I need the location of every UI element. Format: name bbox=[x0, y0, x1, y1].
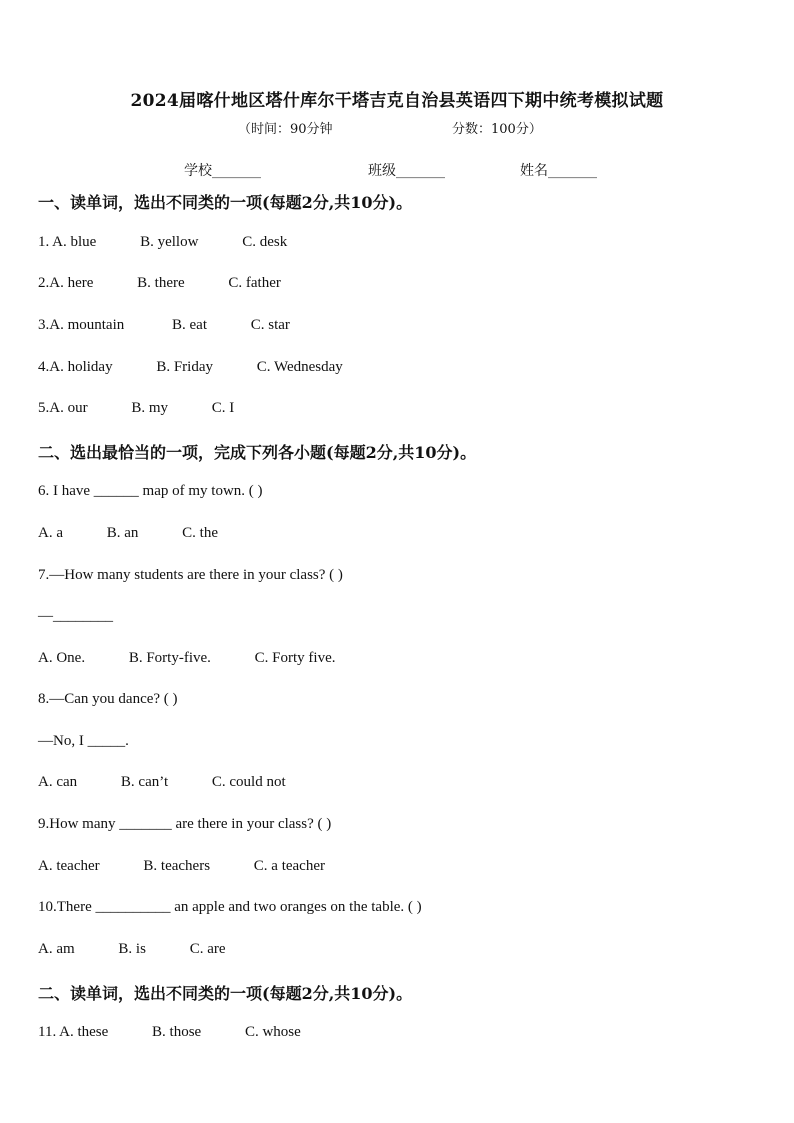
section-heading: 一、读单词，选出不同类的一项(每题2分,共10分)。 bbox=[38, 193, 413, 212]
option-a: 5.A. our bbox=[38, 400, 88, 416]
option-c: C. Wednesday bbox=[256, 359, 343, 375]
question-1 bbox=[38, 234, 287, 251]
option-a: 4.A. holiday bbox=[38, 359, 113, 375]
option-a: 1. A. blue bbox=[38, 234, 97, 250]
question-10-options bbox=[38, 941, 226, 958]
option-b: B. there bbox=[137, 275, 185, 291]
question-4 bbox=[38, 359, 343, 376]
question-2 bbox=[38, 275, 281, 292]
question-7-options bbox=[38, 650, 336, 667]
option-c: C. whose bbox=[244, 1024, 301, 1040]
question-8-options bbox=[38, 774, 286, 791]
option-c: C. the bbox=[182, 525, 219, 541]
option-b: B. those bbox=[152, 1024, 202, 1040]
option-c: C. could not bbox=[211, 774, 286, 790]
question-3 bbox=[38, 317, 290, 334]
school-field[interactable]: 学校_______ bbox=[184, 163, 261, 179]
option-b: B. an bbox=[106, 525, 139, 541]
question-9-stem: 9.How many _______ are there in your class? ( ) bbox=[38, 816, 332, 832]
option-c: C. Forty five. bbox=[254, 650, 336, 666]
option-a: A. a bbox=[38, 525, 63, 541]
option-a: A. can bbox=[38, 774, 78, 790]
option-b: B. Forty-five. bbox=[128, 650, 211, 666]
option-c: C. father bbox=[228, 275, 281, 291]
option-c: C. are bbox=[189, 941, 226, 957]
option-b: B. eat bbox=[172, 317, 207, 333]
option-c: C. star bbox=[250, 317, 290, 333]
option-b: B. yellow bbox=[140, 234, 199, 250]
option-c: C. desk bbox=[242, 234, 288, 250]
section-heading: 二、选出最恰当的一项，完成下列各小题(每题2分,共10分)。 bbox=[38, 443, 477, 462]
option-b: B. teachers bbox=[143, 858, 211, 874]
page-title: 2024届喀什地区塔什库尔干塔吉克自治县英语四下期中统考模拟试题 bbox=[130, 91, 664, 111]
section-heading: 二、读单词，选出不同类的一项(每题2分,共10分)。 bbox=[38, 984, 413, 1003]
question-8-stem: 8.—Can you dance? ( ) bbox=[38, 691, 178, 707]
question-11 bbox=[38, 1024, 301, 1041]
exam-score: 分数：100分） bbox=[452, 122, 542, 137]
question-7-stem: 7.—How many students are there in your class? ( ) bbox=[38, 567, 343, 583]
question-9-options bbox=[38, 858, 325, 875]
exam-time: （时间：90分钟 bbox=[238, 122, 333, 137]
option-a: 11. A. these bbox=[38, 1024, 109, 1040]
option-a: 2.A. here bbox=[38, 275, 94, 291]
option-b: B. is bbox=[118, 941, 146, 957]
question-8-answer-blank: —No, I _____. bbox=[38, 733, 129, 749]
option-c: C. I bbox=[211, 400, 235, 416]
name-field[interactable]: 姓名_______ bbox=[520, 163, 597, 179]
question-10-stem: 10.There __________ an apple and two oranges on the table. ( ) bbox=[38, 899, 422, 915]
option-a: A. One. bbox=[38, 650, 86, 666]
question-6-options bbox=[38, 525, 218, 542]
option-c: C. a teacher bbox=[253, 858, 325, 874]
option-a: 3.A. mountain bbox=[38, 317, 125, 333]
question-6-stem: 6. I have ______ map of my town. ( ) bbox=[38, 483, 263, 499]
option-b: B. my bbox=[131, 400, 169, 416]
question-5 bbox=[38, 400, 234, 417]
option-b: B. can’t bbox=[120, 774, 169, 790]
option-a: A. teacher bbox=[38, 858, 100, 874]
option-b: B. Friday bbox=[156, 359, 213, 375]
question-7-answer-blank: —________ bbox=[38, 608, 113, 624]
option-a: A. am bbox=[38, 941, 75, 957]
class-field[interactable]: 班级_______ bbox=[368, 163, 445, 179]
